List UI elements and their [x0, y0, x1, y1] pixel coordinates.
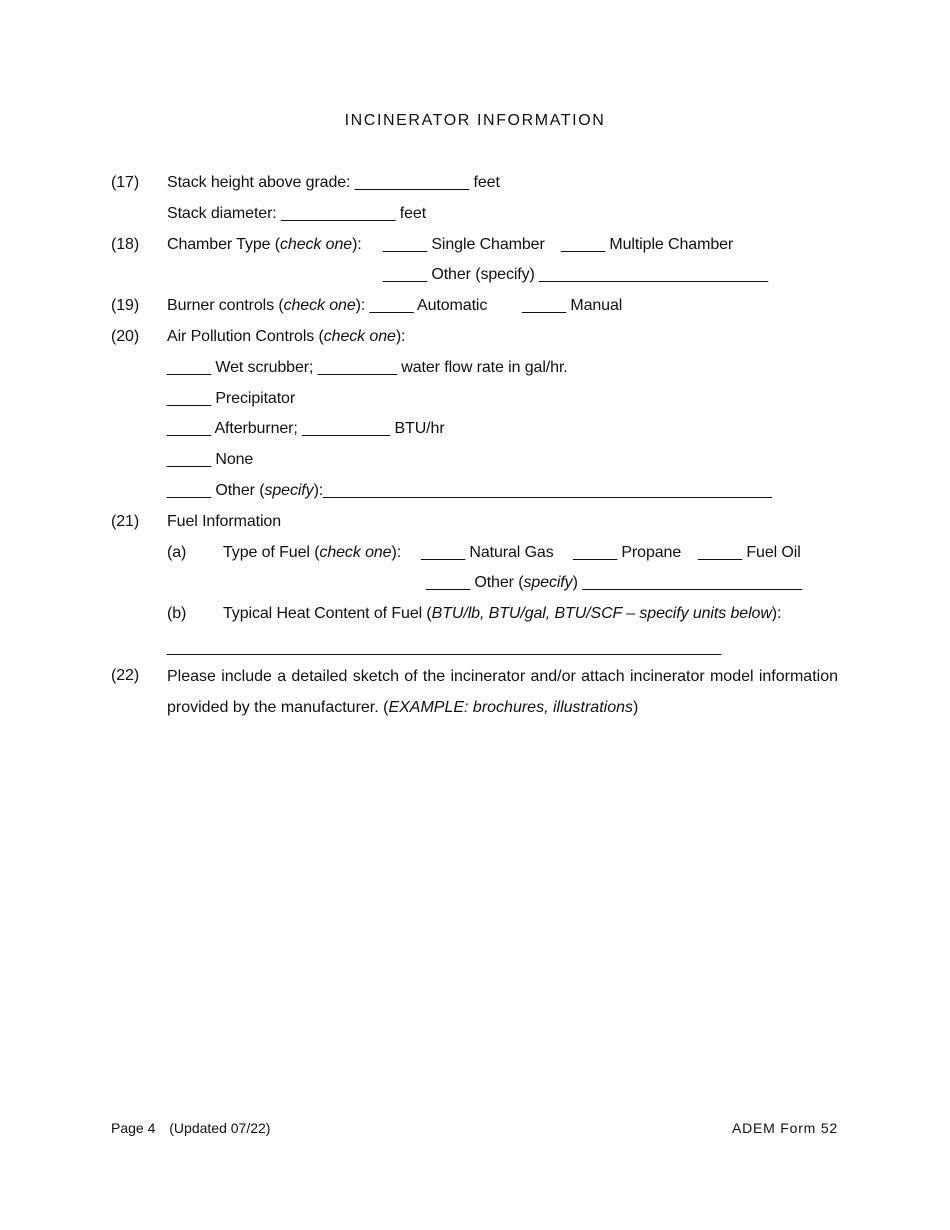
chamber-other-row	[383, 265, 768, 285]
single-chamber-option: Single Chamber	[431, 236, 545, 253]
stack-diameter-row	[167, 204, 426, 224]
fuel-type-subnumber: (a)	[167, 544, 187, 561]
fuel-other-end: )	[572, 574, 578, 591]
q20-number: (20)	[111, 328, 140, 345]
check-one-note: check one	[280, 236, 353, 253]
apc-other-end: ):	[313, 482, 324, 499]
burner-controls-label-end: ):	[355, 297, 366, 314]
single-chamber-blank[interactable]: _____	[383, 236, 427, 253]
sketch-instructions-text: Please include a detailed sketch of the incinerator and/or attach incinerator model information provided by the manufacturer. (	[167, 668, 838, 716]
check-one-note: check one	[283, 297, 356, 314]
water-flow-field[interactable]: _________	[317, 359, 397, 376]
multiple-chamber-option: Multiple Chamber	[609, 236, 734, 253]
precipitator-blank[interactable]: _____	[167, 390, 211, 407]
stack-height-field[interactable]: _____________	[354, 174, 470, 191]
wet-scrubber-row	[167, 358, 568, 378]
manual-option: Manual	[570, 297, 623, 314]
automatic-blank[interactable]: _____	[369, 297, 414, 314]
fuel-information-label: Fuel Information	[167, 513, 282, 530]
stack-height-label: Stack height above grade:	[167, 174, 351, 191]
none-option: None	[215, 451, 254, 468]
afterburner-row	[167, 419, 445, 439]
footer-page-info	[111, 1120, 270, 1136]
sketch-instructions	[167, 661, 838, 723]
automatic-option: Automatic	[417, 297, 488, 314]
fuel-other-row	[426, 573, 802, 593]
specify-note: specify	[523, 574, 573, 591]
check-one-note: check one	[323, 328, 396, 345]
afterburner-btu-field[interactable]: __________	[302, 420, 391, 437]
example-note: EXAMPLE: brochures, illustrations	[388, 699, 633, 716]
specify-note: specify	[264, 482, 314, 499]
wet-scrubber-blank[interactable]: _____	[167, 359, 211, 376]
heat-content-field[interactable]: _______________________________________________________________	[167, 639, 722, 656]
none-row	[167, 450, 253, 470]
air-pollution-label: Air Pollution Controls (	[167, 328, 324, 345]
stack-height-unit: feet	[473, 174, 500, 191]
form-number: ADEM Form 52	[731, 1120, 838, 1136]
natural-gas-option: Natural Gas	[469, 544, 554, 561]
q17-number: (17)	[111, 174, 140, 191]
natural-gas-blank[interactable]: _____	[421, 544, 465, 561]
q18-number: (18)	[111, 236, 140, 253]
sketch-instructions-end: )	[633, 699, 639, 716]
q22-number: (22)	[111, 667, 140, 684]
fuel-type-label-end: ):	[391, 544, 402, 561]
q21-number: (21)	[111, 513, 140, 530]
precipitator-option: Precipitator	[215, 390, 296, 407]
stack-diameter-unit: feet	[399, 205, 427, 222]
precipitator-row	[167, 389, 295, 409]
manual-blank[interactable]: _____	[522, 297, 566, 314]
updated-date: (Updated 07/22)	[169, 1120, 271, 1136]
afterburner-blank[interactable]: _____	[167, 420, 211, 437]
propane-blank[interactable]: _____	[573, 544, 617, 561]
propane-option: Propane	[621, 544, 682, 561]
multiple-chamber-blank[interactable]: _____	[561, 236, 605, 253]
page-number: Page 4	[111, 1120, 156, 1136]
chamber-type-label-end: ):	[352, 236, 362, 253]
water-flow-unit: water flow rate in gal/hr.	[401, 359, 568, 376]
fuel-other-blank[interactable]: _____	[426, 574, 470, 591]
fuel-other-option: Other (	[474, 574, 524, 591]
afterburner-unit: BTU/hr	[394, 420, 445, 437]
chamber-other-option: Other (specify)	[431, 266, 535, 283]
apc-other-option: Other (	[215, 482, 265, 499]
apc-other-field[interactable]: ___________________________________________________	[323, 482, 772, 499]
none-blank[interactable]: _____	[167, 451, 211, 468]
fuel-type-label: Type of Fuel (	[223, 544, 320, 561]
chamber-other-field[interactable]: __________________________	[539, 266, 768, 283]
afterburner-option: Afterburner;	[214, 420, 298, 437]
apc-other-row	[167, 481, 772, 501]
apc-other-blank[interactable]: _____	[167, 482, 211, 499]
heat-content-units-note: BTU/lb, BTU/gal, BTU/SCF – specify units below	[431, 605, 772, 622]
air-pollution-label-end: ):	[395, 328, 406, 345]
check-one-note: check one	[319, 544, 392, 561]
stack-diameter-field[interactable]: _____________	[281, 205, 396, 222]
page-title: INCINERATOR INFORMATION	[344, 112, 606, 129]
wet-scrubber-option: Wet scrubber;	[215, 359, 314, 376]
heat-content-subnumber: (b)	[167, 605, 187, 622]
fuel-oil-option: Fuel Oil	[746, 544, 801, 561]
stack-diameter-label: Stack diameter:	[167, 205, 277, 222]
burner-controls-label: Burner controls (	[167, 297, 284, 314]
heat-content-label-end: ):	[771, 605, 782, 622]
heat-content-label: Typical Heat Content of Fuel (	[223, 605, 432, 622]
chamber-other-blank[interactable]: _____	[383, 266, 427, 283]
chamber-type-label: Chamber Type (	[167, 236, 281, 253]
fuel-other-field[interactable]: _________________________	[582, 574, 803, 591]
q19-number: (19)	[111, 297, 140, 314]
fuel-oil-blank[interactable]: _____	[698, 544, 742, 561]
